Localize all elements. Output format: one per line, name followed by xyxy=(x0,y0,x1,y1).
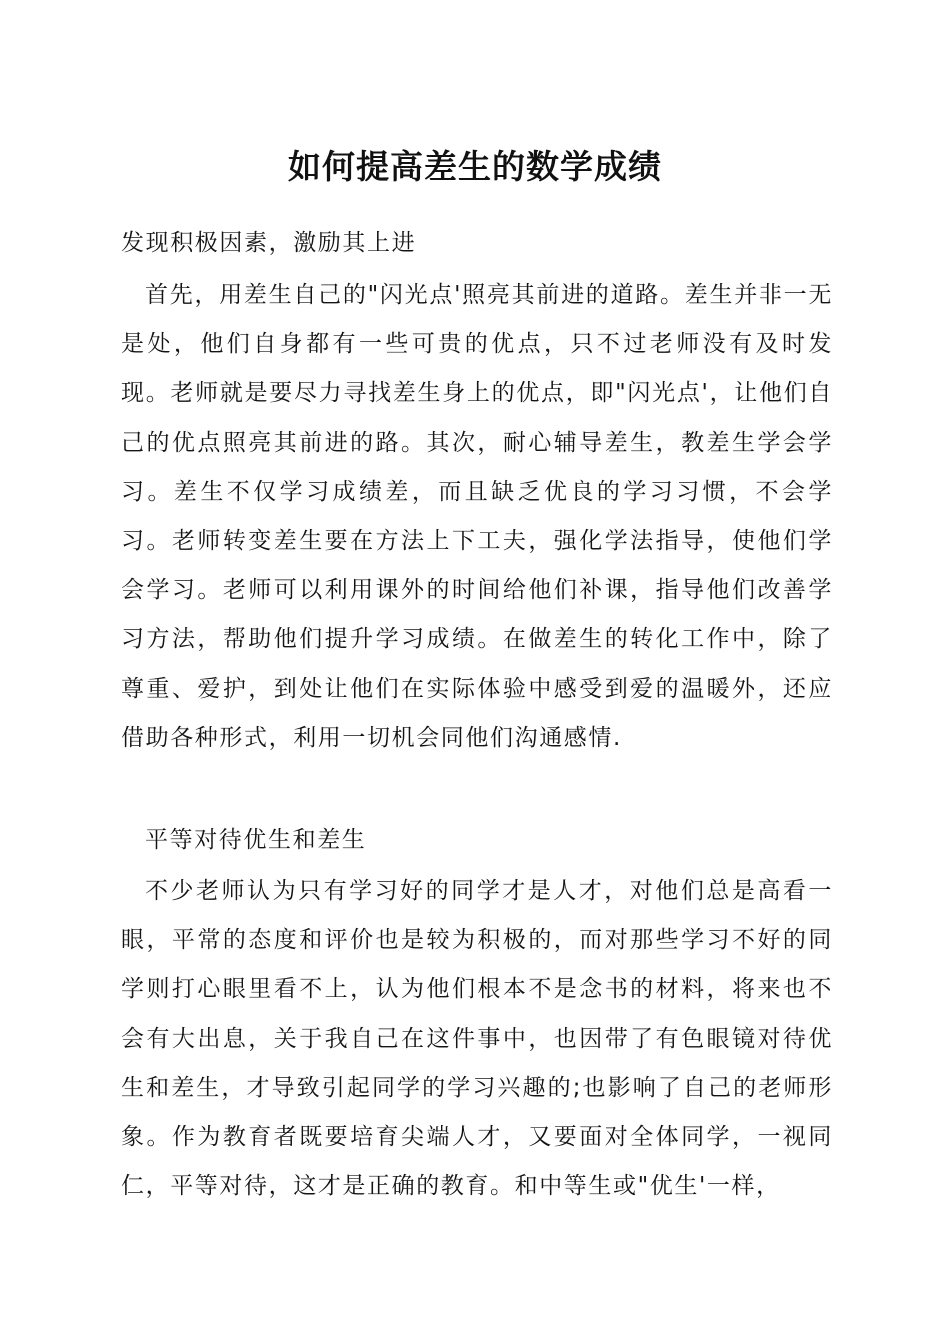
section-paragraph-equal-treatment: 不少老师认为只有学习好的同学才是人才，对他们总是高看一眼，平常的态度和评价也是较为积极的，而对那些学习不好的同学则打心眼里看不上，认为他们根本不是念书的材料，将来也不会有大出息，关于我自己在这件事中，也因带了有色眼镜对待优生和差生，才导致引起同学的学习兴趣的;也影响了自己的老师形象。作为教育者既要培育尖端人才，又要面对全体同学，一视同仁，平等对待，这才是正确的教育。和中等生或"优生'一样， xyxy=(121,878,833,1200)
section-heading-equal-treatment: 平等对待优生和差生 xyxy=(145,827,367,853)
document-title: 如何提高差生的数学成绩 xyxy=(288,147,662,186)
section-heading-positive-factors: 发现积极因素，激励其上进 xyxy=(121,230,417,256)
section-paragraph-positive-factors: 首先，用差生自己的"闪光点'照亮其前进的道路。差生并非一无是处，他们自身都有一些可贵的优点，只不过老师没有及时发现。老师就是要尽力寻找差生身上的优点，即"闪光点'，让他们自己的优点照亮其前进的路。其次，耐心辅导差生，教差生学会学习。差生不仅学习成绩差，而且缺乏优良的学习习惯，不会学习。老师转变差生要在方法上下工夫，强化学法指导，使他们学会学习。老师可以利用课外的时间给他们补课，指导他们改善学习方法，帮助他们提升学习成绩。在做差生的转化工作中，除了尊重、爱护，到处让他们在实际体验中感受到爱的温暖外，还应借助各种形式，利用一切机会同他们沟通感情. xyxy=(121,282,833,751)
